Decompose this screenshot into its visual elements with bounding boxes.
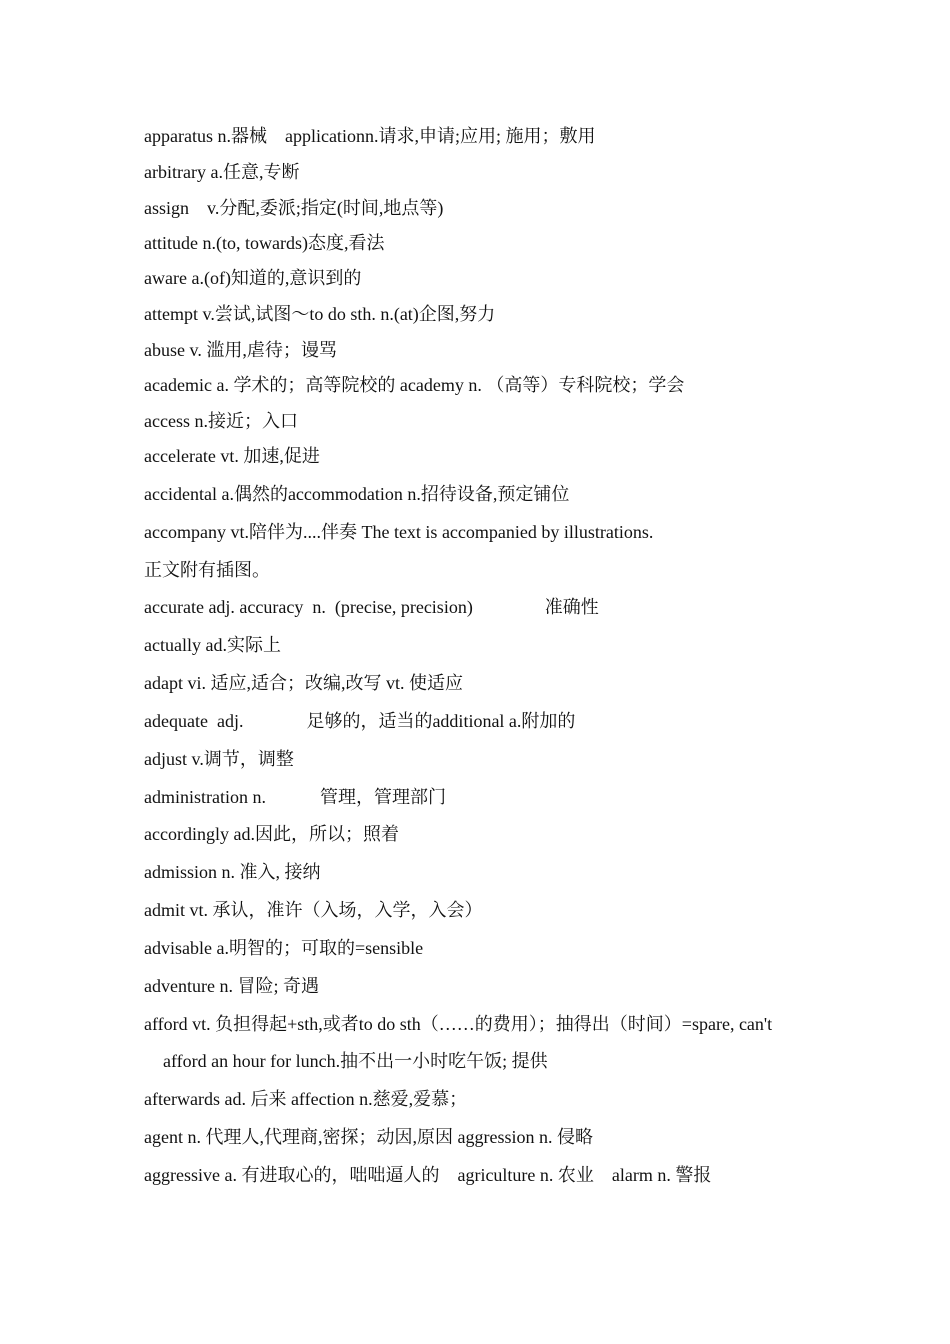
entry-adapt: adapt vi. 适应,适合；改编,改写 vt. 使适应 [144, 673, 463, 693]
entry-attempt: attempt v.尝试,试图～to do sth. n.(at)企图,努力 [144, 304, 496, 324]
entry-accidental: accidental a.偶然的accommodation n.招待设备,预定铺位 [144, 484, 570, 504]
entry-accompany-translation: 正文附有插图。 [144, 560, 270, 580]
entry-academic: academic a. 学术的；高等院校的 academy n. （高等）专科院校；学会 [144, 375, 685, 395]
entry-apparatus: apparatus n.器械 applicationn.请求,申请;应用; 施用；敷用 [144, 126, 596, 146]
entry-agent: agent n. 代理人,代理商,密探；动因,原因 aggression n. 侵略 [144, 1127, 593, 1147]
entry-accurate: accurate adj. accuracy n. (precise, precision) 准确性 [144, 597, 599, 617]
entry-adventure: adventure n. 冒险; 奇遇 [144, 976, 319, 996]
entry-accordingly: accordingly ad.因此，所以；照着 [144, 824, 399, 844]
entry-adjust: adjust v.调节，调整 [144, 749, 294, 769]
entry-admit: admit vt. 承认，准许（入场，入学，入会） [144, 900, 483, 920]
entry-afford-continued: afford an hour for lunch.抽不出一小时吃午饭; 提供 [163, 1051, 548, 1071]
entry-abuse: abuse v. 滥用,虐待；谩骂 [144, 340, 337, 360]
entry-aware: aware a.(of)知道的,意识到的 [144, 268, 362, 288]
entry-attitude: attitude n.(to, towards)态度,看法 [144, 233, 385, 253]
entry-aggressive: aggressive a. 有进取心的，咄咄逼人的 agriculture n. 农业 alarm n. 警报 [144, 1165, 712, 1185]
entry-administration: administration n. 管理，管理部门 [144, 787, 446, 807]
entry-accelerate: accelerate vt. 加速,促进 [144, 446, 320, 466]
entry-adequate: adequate adj. 足够的，适当的additional a.附加的 [144, 711, 576, 731]
entry-actually: actually ad.实际上 [144, 635, 281, 655]
entry-access: access n.接近；入口 [144, 411, 298, 431]
entry-accompany: accompany vt.陪伴为....伴奏 The text is accompanied by illustrations. [144, 522, 654, 542]
entry-admission: admission n. 准入, 接纳 [144, 862, 321, 882]
entry-assign: assign v.分配,委派;指定(时间,地点等) [144, 198, 444, 218]
entry-afterwards: afterwards ad. 后来 affection n.慈爱,爱慕； [144, 1089, 468, 1109]
entry-afford: afford vt. 负担得起+sth,或者to do sth（……的费用）；抽得出（时间）=spare, can't [144, 1014, 773, 1034]
entry-arbitrary: arbitrary a.任意,专断 [144, 162, 300, 182]
entry-advisable: advisable a.明智的；可取的=sensible [144, 938, 424, 958]
